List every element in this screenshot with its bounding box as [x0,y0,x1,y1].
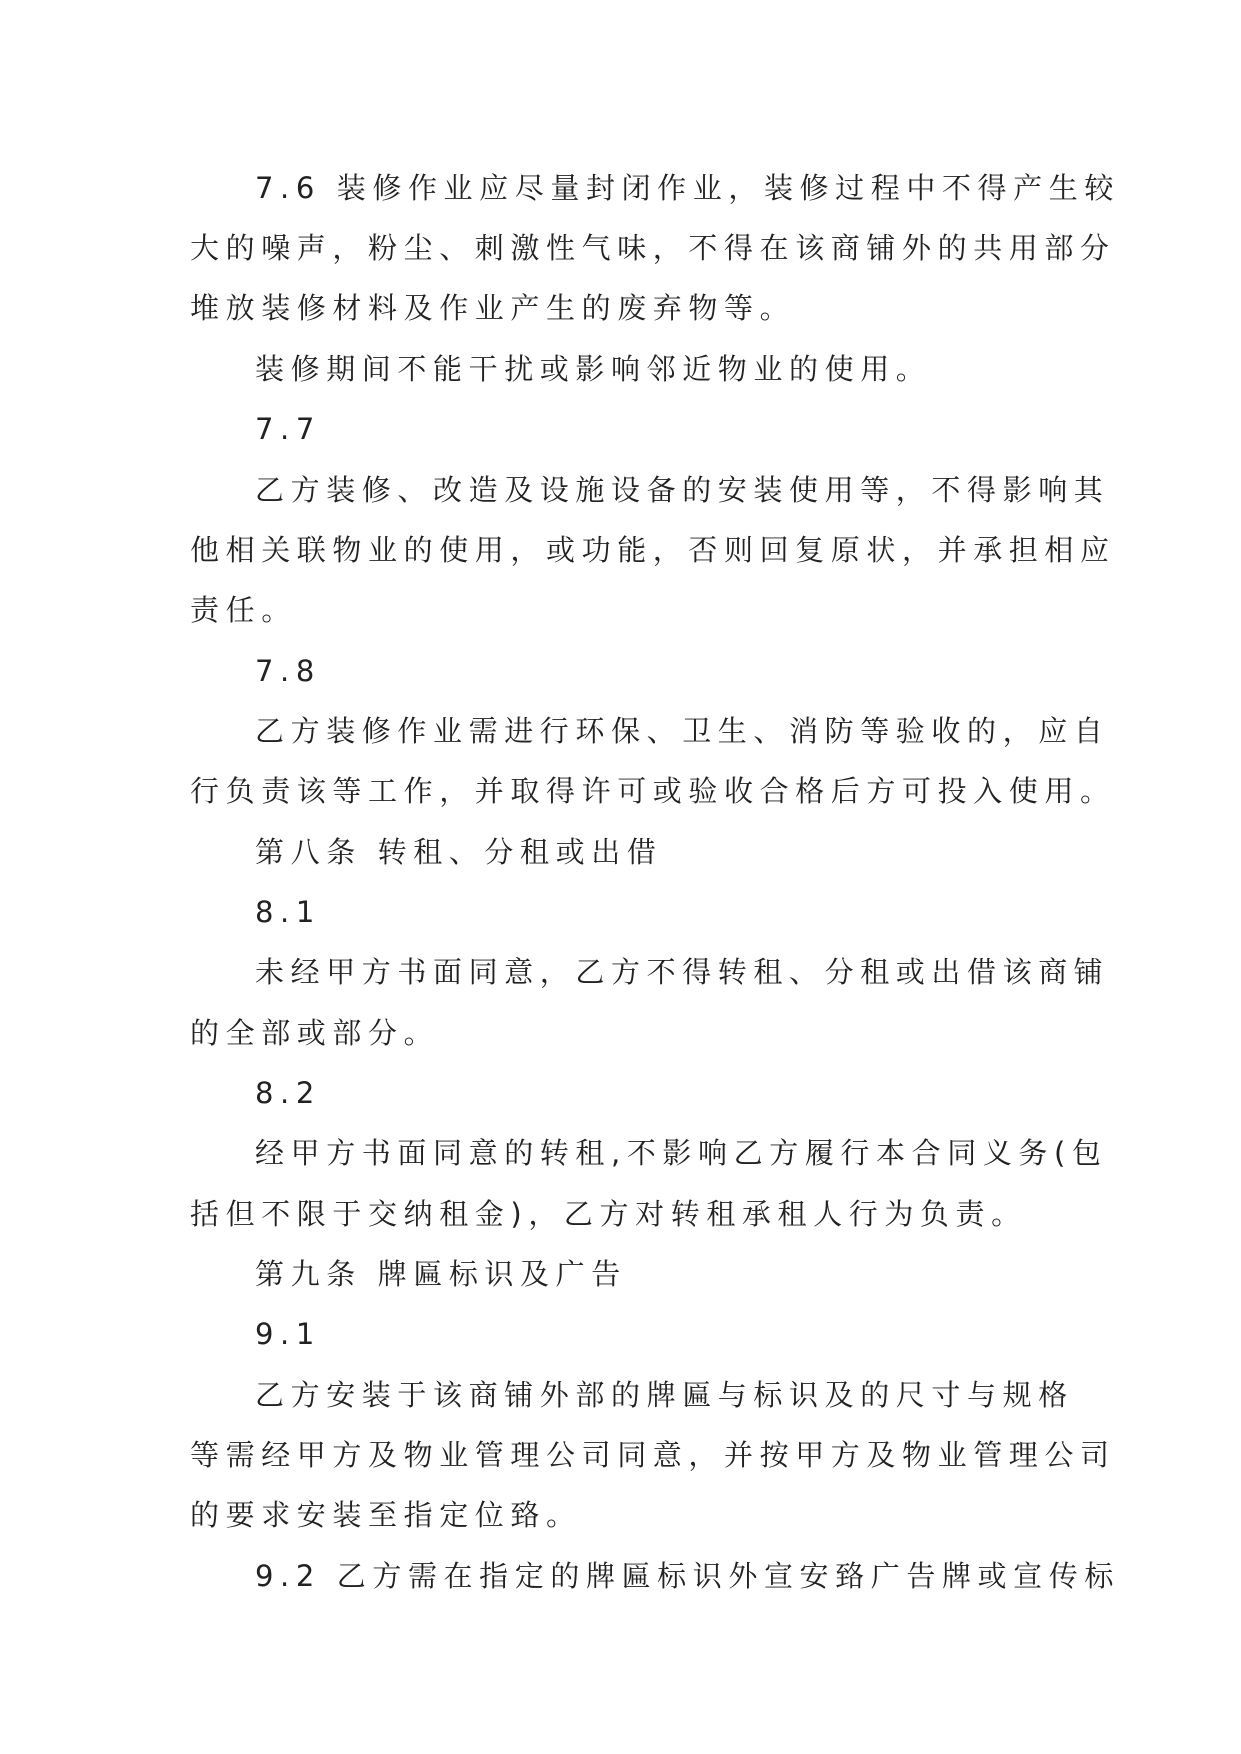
paragraph-line: 装修期间不能干扰或影响邻近物业的使用。 [255,352,932,386]
paragraph-line: 乙方装修、改造及设施设备的安装使用等，不得影响其 [255,473,1110,507]
section-number: 7.8 [255,654,321,688]
paragraph-line: 等需经甲方及物业管理公司同意，并按甲方及物业管理公司 [190,1438,1116,1472]
section-number: 9.1 [255,1317,321,1351]
paragraph-line: 乙方安装于该商铺外部的牌匾与标识及的尺寸与规格 [255,1378,1074,1412]
paragraph-line: 他相关联物业的使用，或功能，否则回复原状，并承担相应 [190,533,1116,567]
paragraph-line: 未经甲方书面同意，乙方不得转租、分租或出借该商铺 [255,955,1110,989]
paragraph-line: 9.2 乙方需在指定的牌匾标识外宣安臵广告牌或宣传标 [255,1559,1120,1593]
paragraph-line: 行负责该等工作，并取得许可或验收合格后方可投入使用。 [190,774,1116,808]
paragraph-line: 责任。 [190,593,297,627]
paragraph-line: 堆放装修材料及作业产生的废弃物等。 [190,291,796,325]
paragraph-line: 7.6 装修作业应尽量封闭作业，装修过程中不得产生较 [255,171,1120,205]
section-number: 8.1 [255,895,321,929]
article-heading: 第八条 转租、分租或出借 [255,835,663,869]
paragraph-line: 乙方装修作业需进行环保、卫生、消防等验收的，应自 [255,714,1110,748]
paragraph-line: 括但不限于交纳租金)，乙方对转租承租人行为负责。 [190,1197,1027,1231]
paragraph-line: 的要求安装至指定位臵。 [190,1498,582,1532]
section-number: 7.7 [255,412,321,446]
paragraph-line: 大的噪声，粉尘、刺激性气味，不得在该商铺外的共用部分 [190,231,1116,265]
paragraph-line: 的全部或部分。 [190,1016,440,1050]
article-heading: 第九条 牌匾标识及广告 [255,1257,627,1291]
paragraph-line: 经甲方书面同意的转租,不影响乙方履行本合同义务(包 [255,1136,1108,1170]
section-number: 8.2 [255,1076,321,1110]
